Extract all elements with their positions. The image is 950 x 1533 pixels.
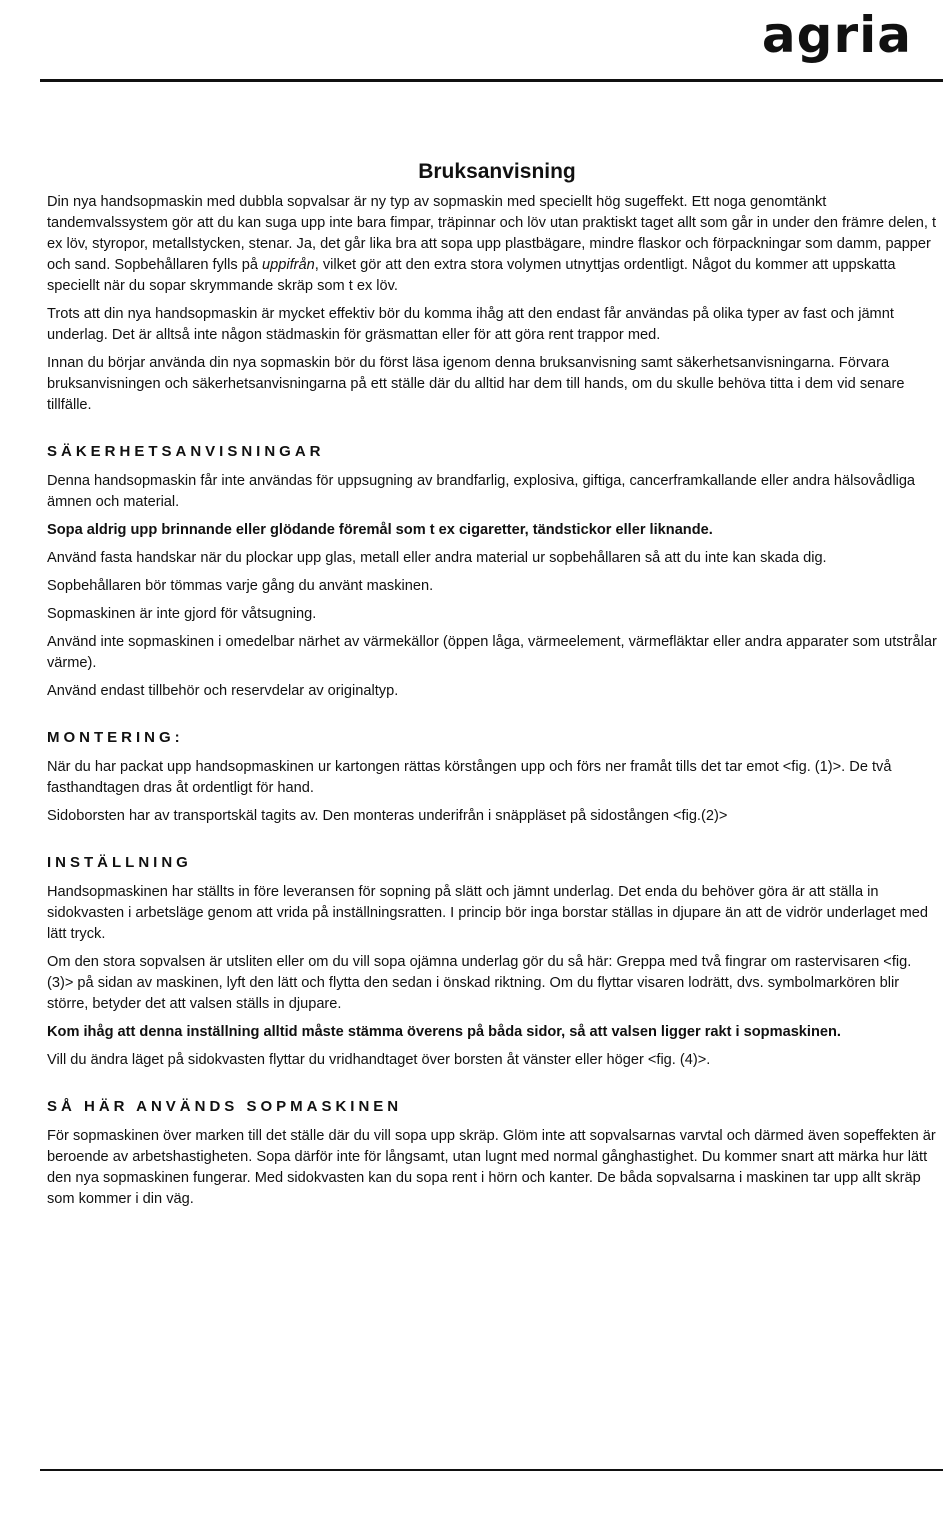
intro-p1-text-a: Din nya handsopmaskin med dubbla sopvalsar är ny typ av sopmaskin med speciellt hög sugeffekt. Ett noga genomtänkt tandemvalssystem gör att du kan suga upp inte bara fimpar, träpinnar och löv utan praktiskt taget allt som går in under den främre delen, t ex löv, styropor, metallstycken, stenar. Ja, det går lika bra att sopa upp plastbägare, mindre flaskor och förpackningar som damm, papper och sand. Sopbehållaren fylls på <box>47 194 937 273</box>
document-title: Bruksanvisning <box>418 160 576 183</box>
intro-paragraph-1 <box>47 192 937 297</box>
intro-p1-text-b: , vilket gör att den extra stora volymen utnyttjas ordentligt. Något du kommer att uppskatta speciellt när du sopar skrymmande skräp som t ex löv. <box>47 257 896 294</box>
safety-paragraph-1: Denna handsopmaskin får inte användas för uppsugning av brandfarlig, explosiva, giftiga, cancerframkallande eller andra hälsovådliga ämnen och material. <box>47 473 916 510</box>
document-body <box>47 160 937 1217</box>
adjustment-paragraph-2: Om den stora sopvalsen är utsliten eller om du vill sopa ojämna underlag gör du så här: Greppa med två fingrar om rastervisaren <fig. (3)> på sidan av maskinen, lyft den lätt och flytta den sedan i önskad riktning. Om du flyttar visaren lodrätt, dvs. symbolmarkören blir större, betyder det att valsen ställs in djupare. <box>47 954 912 1012</box>
mounting-heading: MONTERING: <box>47 729 184 746</box>
adjustment-warning: Kom ihåg att denna inställning alltid måste stämma överens på båda sidor, så att valsen ligger rakt i sopmaskinen. <box>47 1024 841 1040</box>
intro-paragraph-3: Innan du börjar använda din nya sopmaskin bör du först läsa igenom denna bruksanvisning samt säkerhetsanvisningarna. Förvara bruksanvisningen och säkerhetsanvisningarna på ett ställe där du alltid har dem till hands, om du skulle behöva titta i dem vid senare tillfälle. <box>47 355 905 413</box>
safety-heading: SÄKERHETSANVISNINGAR <box>47 443 325 460</box>
header-rule <box>40 79 943 82</box>
safety-paragraph-7: Använd endast tillbehör och reservdelar av originaltyp. <box>47 683 399 699</box>
adjustment-paragraph-4: Vill du ändra läget på sidokvasten flyttar du vridhandtaget över borsten åt vänster eller höger <fig. (4)>. <box>47 1052 711 1068</box>
safety-paragraph-4: Sopbehållaren bör tömmas varje gång du använt maskinen. <box>47 578 434 594</box>
mounting-paragraph-2: Sidoborsten har av transportskäl tagits av. Den monteras underifrån i snäppläset på sidostången <fig.(2)> <box>47 808 728 824</box>
adjustment-heading: INSTÄLLNING <box>47 854 192 871</box>
safety-warning: Sopa aldrig upp brinnande eller glödande föremål som t ex cigaretter, tändstickor eller liknande. <box>47 522 713 538</box>
usage-paragraph-1: För sopmaskinen över marken till det ställe där du vill sopa upp skräp. Glöm inte att sopvalsarnas varvtal och därmed även sopeffekten är beroende av arbetshastigheten. Sopa därför inte för långsamt, utan lugnt med normal gånghastighet. Du kommer snart att märka hur lätt den nya sopmaskinen fungerar. Med sidokvasten kan du sopa rent i hörn och kanter. De båda sopvalsarna i maskinen tar upp allt skräp som kommer i din väg. <box>47 1128 936 1207</box>
safety-paragraph-5: Sopmaskinen är inte gjord för våtsugning. <box>47 606 317 622</box>
mounting-paragraph-1: När du har packat upp handsopmaskinen ur kartongen rättas körstången upp och förs ner framåt tills det tar emot <fig. (1)>. De två fasthandtagen dras åt ordentligt för hand. <box>47 759 892 796</box>
usage-heading: SÅ HÄR ANVÄNDS SOPMASKINEN <box>47 1098 403 1115</box>
footer-rule <box>40 1469 943 1471</box>
safety-paragraph-6: Använd inte sopmaskinen i omedelbar närhet av värmekällor (öppen låga, värmeelement, värmefläktar eller andra apparater som utstrålar värme). <box>47 634 937 671</box>
adjustment-paragraph-1: Handsopmaskinen har ställts in före leveransen för sopning på slätt och jämnt underlag. Det enda du behöver göra är att ställa in sidokvasten i arbetsläge genom att vrida på inställningsratten. I princip bör inga borstar ställas in djupare än att de vidrör underlaget med lätt tryck. <box>47 884 928 942</box>
safety-paragraph-3: Använd fasta handskar när du plockar upp glas, metall eller andra material ur sopbehållaren så att du inte kan skada dig. <box>47 550 827 566</box>
intro-p1-emphasis: uppifrån <box>262 257 315 273</box>
intro-paragraph-2: Trots att din nya handsopmaskin är mycket effektiv bör du komma ihåg att den endast får användas på olika typer av fast och jämnt underlag. Det är alltså inte någon städmaskin för gräsmattan eller för att göra rent trappor med. <box>47 306 894 343</box>
agria-logo: agria <box>761 6 912 64</box>
